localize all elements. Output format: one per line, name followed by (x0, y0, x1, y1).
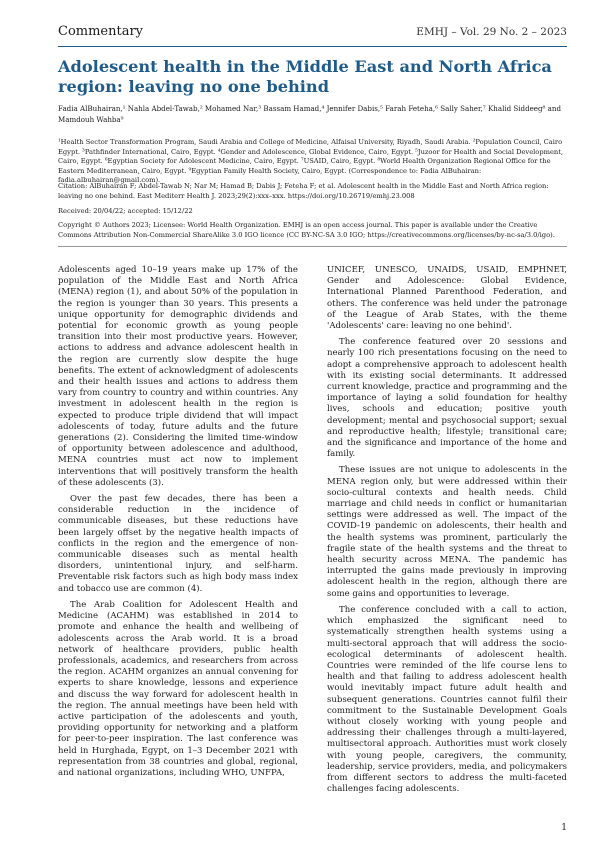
paragraph: Over the past few decades, there has been a considerable reduction in the incidence of communicable diseases, but these reductions have been largely offset by the negative health impacts of conflicts in the region and the emergence of non-communicable diseases such as mental health disorders, unintentional injury, and self-harm. Preventable risk factors such as high body mass index and tobacco use are common (4). (58, 494, 298, 594)
author-list: Fadia AlBuhairan,¹ Nahla Abdel-Tawab,² Mohamed Nar,³ Bassam Hamad,⁴ Jennifer Dabis,⁵ Farah Feteha,⁶ Sally Saher,⁷ Khalid Siddeeg⁸ and Mamdouh Wahba⁹ (58, 104, 561, 124)
body-column-right (327, 265, 567, 800)
paragraph: The conference featured over 20 sessions and nearly 100 rich presentations focusing on the need to adopt a comprehensive approach to adolescent health with its existing social determinants. It addressed current knowledge, practice and programming and the importance of laying a solid foundation for healthy lives, schools and education; positive youth development; mental and psychosocial support; sexual and reproductive health; lifestyle; transitional care; and the significance and importance of the home and family. (327, 337, 567, 460)
article-title: Adolescent health in the Middle East and North Africa region: leaving no one behind (58, 57, 552, 96)
metadata-divider (58, 246, 567, 247)
journal-issue: EMHJ – Vol. 29 No. 2 – 2023 (416, 26, 567, 38)
received-dates: Received: 20/04/22; accepted: 15/12/22 (58, 207, 193, 215)
paragraph: The Arab Coalition for Adolescent Health and Medicine (ACAHM) was established in 2014 to promote and enhance the health and wellbeing of adolescents across the Arab world. It is a broad network of healthcare providers, public health professionals, academics, and researchers from across the region. ACAHM organizes an annual convening for experts to share knowledge, lessons and experience and discuss the way forward for adolescent health in the region. The annual meetings have been held with active participation of the adolescents and youth, providing opportunity for networking and a platform for peer-to-peer inspiration. The last conference was held in Hurghada, Egypt, on 1–3 December 2021 with representation from 38 countries and global, regional, and national organizations, including WHO, UNFPA, (58, 599, 298, 778)
page-number: 1 (561, 823, 567, 833)
running-header (58, 24, 567, 46)
paragraph: The conference concluded with a call to action, which emphasized the significant need to systematically strengthen health systems using a multi-sectoral approach that will address the socio-ecological determinants of adolescent health. Countries were reminded of the life course lens to health and that failing to address adolescent health would inevitably impact future adult health and subsequent generations. Countries cannot fulfil their commitment to the Sustainable Development Goals without closely working with young people and addressing their challenges through a multi-layered, multisectoral approach. Authorities must work closely with young people, caregivers, the community, leadership, service providers, media, and policymakers from different sectors to address the multi-faceted challenges facing adolescents. (327, 604, 567, 795)
paragraph: These issues are not unique to adolescents in the MENA region only, but were addressed within their socio-cultural contexts and health needs. Child marriage and child needs in conflict or humanitarian settings were addressed as well. The impact of the COVID-19 pandemic on adolescents, their health and the health systems was prominent, particularly the fragile state of the health systems and the threat to health security across MENA. The pandemic has interrupted the gains made previously in improving adolescent health in the region, although there are some gains and opportunities to leverage. (327, 465, 567, 599)
header-divider (58, 46, 567, 47)
paragraph: UNICEF, UNESCO, UNAIDS, USAID, EMPHNET, Gender and Adolescence: Global Evidence, International Planned Parenthood Federation, and others. The conference was held under the patronage of the League of Arab States, with the theme 'Adolescents' care: leaving no one behind'. (327, 265, 567, 332)
body-column-left (58, 265, 298, 784)
copyright-notice: Copyright © Authors 2023; Licensee: World Health Organization. EMHJ is an open access journal. This paper is available under the Creative Commons Attribution Non-Commercial ShareAlike 3.0 IGO licence (CC BY-NC-SA 3.0 IGO; https://creativecommons.org/licenses/by-nc-sa/3.0/igo). (58, 221, 555, 239)
affiliations: ¹Health Sector Transformation Program, Saudi Arabia and College of Medicine, Alfaisal University, Riyadh, Saudi Arabia. ²Population Council, Cairo Egypt. ³Pathfinder International, Cairo, Egypt. ⁴Gender and Adolescence, Global Evidence, Cairo, Egypt. ⁵Juzoor for Health and Social Development, Cairo, Egypt. ⁶Egyptian Society for Adolescent Medicine, Cairo, Egypt. ⁷USAID, Cairo, Egypt. ⁸World Health Organization Regional Office for the Eastern Mediterranean, Cairo, Egypt. ⁹Egyptian Family Health Society, Cairo, Egypt. (Correspondence to: Fadia AlBuhairan: fadia.albuhairan@gmail.com). (58, 138, 564, 185)
paragraph: Adolescents aged 10–19 years make up 17% of the population of the Middle East and North Africa (MENA) region (1), and about 50% of the population in the region is younger than 30 years. This presents a unique opportunity for demographic dividends and potential for economic growth as young people transition into their most productive years. However, actions to address and advance adolescent health in the region are currently slow despite the huge benefits. The extent of acknowledgment of adolescents and their health issues and actions to address them vary from country to country and within countries. Any investment in adolescent health in the region is expected to produce triple dividend that will impact adolescents of today, future adults and the future generations (2). Considering the limited time-window of opportunity between adolescence and adulthood, MENA countries must act now to implement interventions that will positively transform the health of these adolescents (3). (58, 265, 298, 488)
citation: Citation: AlBuhairan F; Abdel-Tawab N; Nar M; Hamad B; Dabis J; Feteha F; et al. Adolescent health in the Middle East and North Africa region: leaving no one behind. East Mediterr Health J. 2023;29(2):xxx–xxx. https://doi.org/10.26719/emhj.23.008 (58, 182, 549, 200)
section-label: Commentary (58, 24, 144, 39)
